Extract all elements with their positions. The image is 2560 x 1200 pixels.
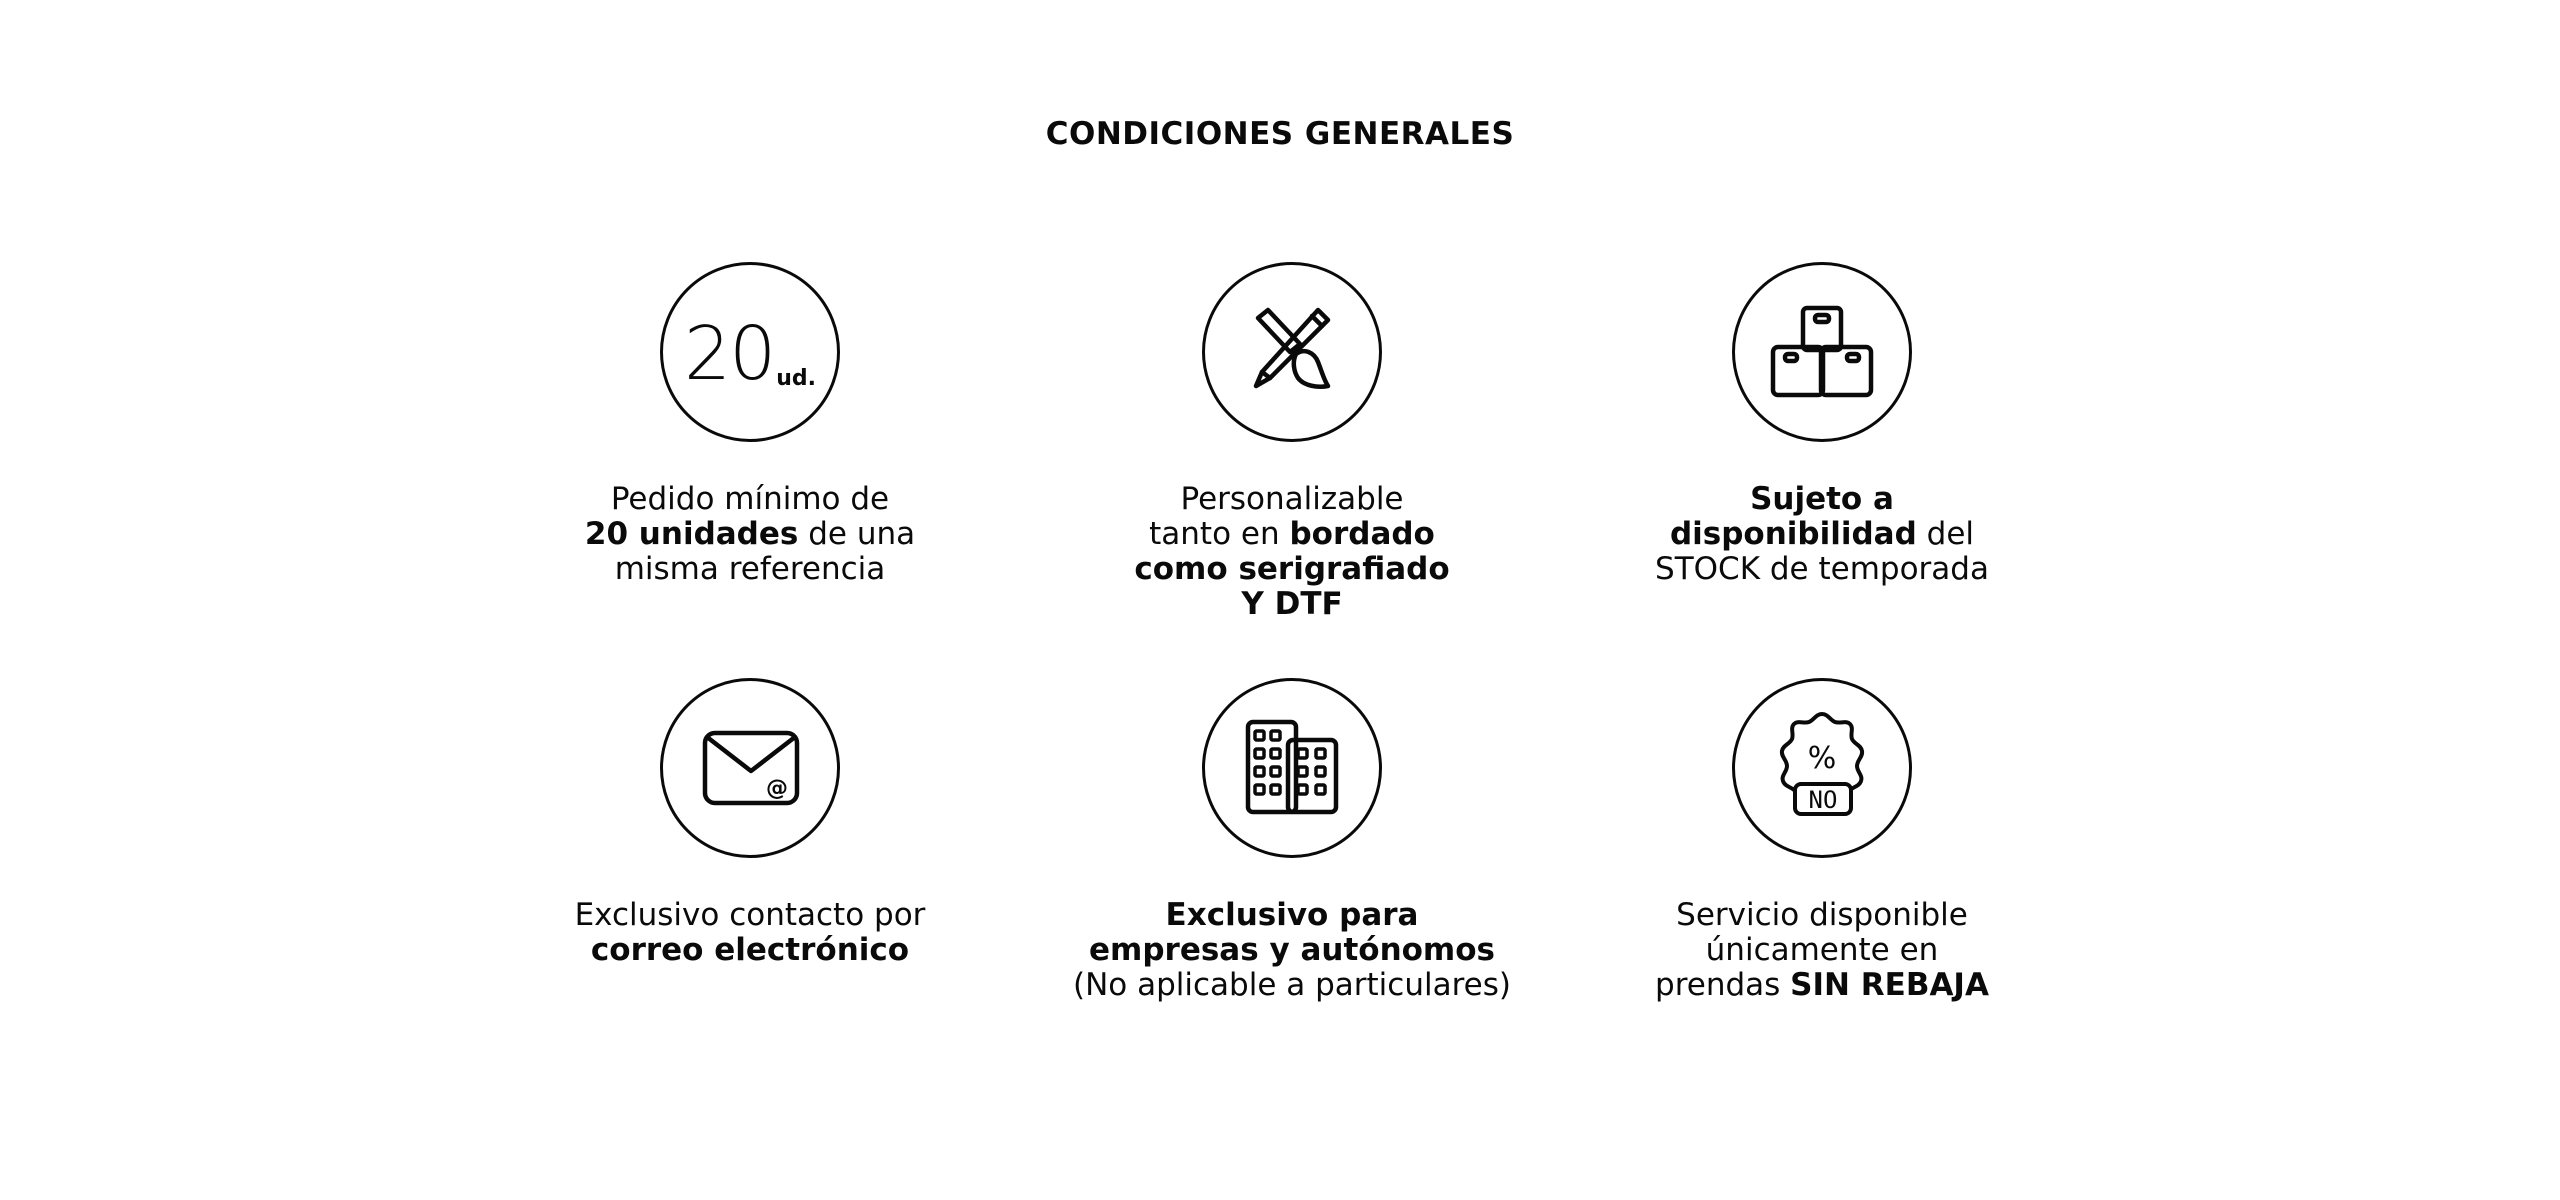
caption-line [450,517,1050,552]
condition-caption [450,482,1050,587]
caption-text-bold: Exclusivo para [1165,897,1419,933]
caption-text: tanto en [1149,516,1290,552]
caption-line [1522,898,2122,933]
icon-unit: ud. [776,366,816,391]
twenty-units-icon [660,262,840,442]
caption-text-bold: disponibilidad [1669,516,1917,552]
caption-text: (No aplicable a particulares) [1073,967,1511,1003]
caption-line [450,898,1050,933]
boxes-stock-icon [1732,262,1912,442]
no-discount-icon [1732,678,1912,858]
at-symbol: @ [766,776,788,801]
caption-text-bold: Y DTF [1241,586,1343,622]
caption-text-bold: correo electrónico [590,932,910,968]
caption-line [992,482,1592,517]
caption-text: Exclusivo contacto por [574,897,926,933]
caption-text-bold: empresas y autónomos [1089,932,1495,968]
caption-line [450,482,1050,517]
no-label: NO [1808,786,1838,814]
caption-text: misma referencia [614,551,886,587]
caption-text: Servicio disponible [1676,897,1968,933]
caption-line [1522,517,2122,552]
caption-text: Pedido mínimo de [610,481,890,517]
caption-line [1522,482,2122,517]
caption-text: Personalizable [1180,481,1404,517]
caption-line [992,552,1592,587]
pencil-brush-icon [1202,262,1382,442]
percent-symbol: % [1807,741,1837,776]
condition-caption [1522,898,2122,1003]
caption-line [450,933,1050,968]
caption-line [1522,933,2122,968]
caption-line [992,898,1592,933]
caption-text-bold: Sujeto a [1750,481,1894,517]
caption-text: únicamente en [1705,932,1939,968]
caption-line [1522,552,2122,587]
caption-text: prendas [1655,967,1791,1003]
caption-line [992,968,1592,1003]
caption-text: STOCK de temporada [1655,551,1989,587]
condition-caption [1522,482,2122,587]
caption-text-bold: 20 unidades [584,516,799,552]
condition-caption [992,482,1592,622]
caption-line [450,552,1050,587]
buildings-icon [1202,678,1382,858]
caption-text: de una [798,516,916,552]
caption-text-bold: bordado [1289,516,1435,552]
icon-number: 20 [684,311,775,397]
caption-text-bold: como serigrafiado [1134,551,1450,587]
caption-line [1522,968,2122,1003]
condition-caption [992,898,1592,1003]
email-icon [660,678,840,858]
caption-line [992,933,1592,968]
condition-caption [450,898,1050,968]
caption-line [992,517,1592,552]
caption-text: del [1916,516,1975,552]
caption-line [992,587,1592,622]
caption-text-bold: SIN REBAJA [1790,967,1989,1003]
page-title: CONDICIONES GENERALES [1045,116,1515,152]
